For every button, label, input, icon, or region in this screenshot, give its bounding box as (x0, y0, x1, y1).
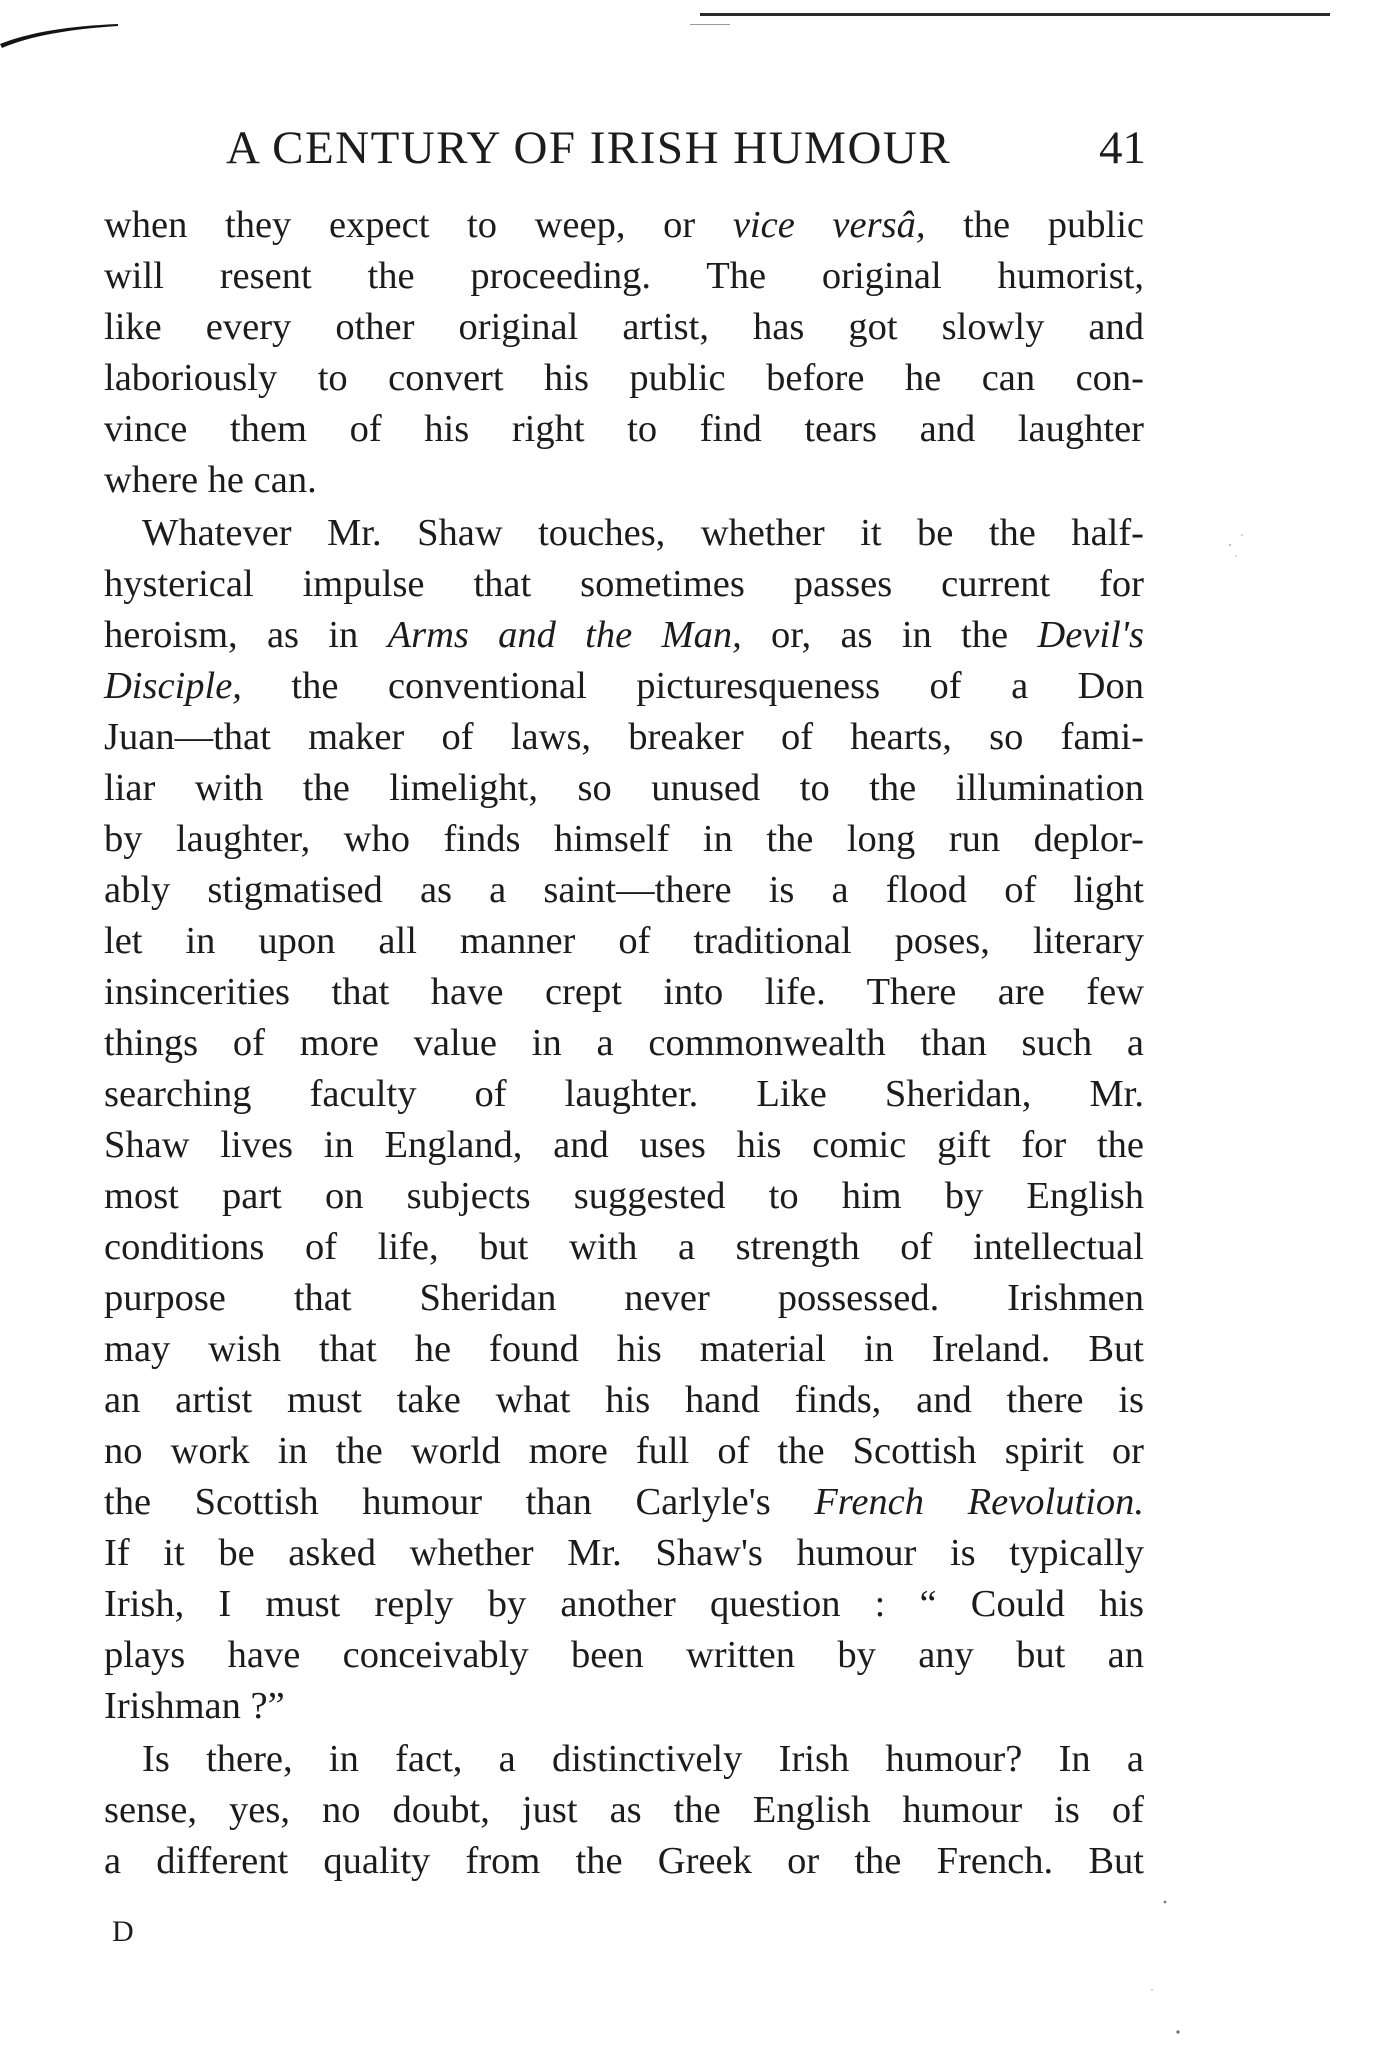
text-run: by laughter, who finds himself in the long run deplor- (104, 818, 1144, 860)
text-line (104, 712, 1144, 763)
text-line (104, 1681, 1144, 1732)
text-line (104, 1477, 1144, 1528)
italic-text-run: vice versâ, (732, 204, 926, 246)
body-text (104, 200, 1144, 1887)
text-run: an artist must take what his hand finds, and there is (104, 1379, 1144, 1421)
page-number: 41 (1099, 122, 1146, 174)
text-line (104, 455, 1144, 506)
page-top-rule (700, 13, 1330, 16)
text-line (104, 1120, 1144, 1171)
text-run: may wish that he found his material in Ireland. But (104, 1328, 1144, 1370)
running-title: A CENTURY OF IRISH HUMOUR (226, 122, 952, 174)
text-line (104, 508, 1144, 559)
text-line (104, 251, 1144, 302)
text-line (104, 404, 1144, 455)
text-line (104, 559, 1144, 610)
text-line (104, 1222, 1144, 1273)
text-line (104, 302, 1144, 353)
text-run: Juan—that maker of laws, breaker of hearts, so fami- (104, 716, 1144, 758)
text-line (104, 814, 1144, 865)
italic-text-run: Disciple, (104, 665, 242, 707)
paragraph-1 (104, 200, 1144, 506)
running-head (226, 118, 1146, 178)
text-run: Shaw lives in England, and uses his comic gift for the (104, 1124, 1144, 1166)
text-run: vince them of his right to find tears and laughter (104, 408, 1144, 450)
text-line (104, 763, 1144, 814)
text-line (104, 1375, 1144, 1426)
text-run: heroism, as in (104, 614, 388, 656)
text-line (104, 1579, 1144, 1630)
text-line (104, 661, 1144, 712)
text-run: where he can. (104, 459, 317, 501)
text-run: insincerities that have crept into life. There are few (104, 971, 1144, 1013)
page-top-rule-faint (690, 24, 730, 25)
text-run: the conventional picturesqueness of a Don (241, 665, 1144, 707)
text-run: If it be asked whether Mr. Shaw's humour is typically (104, 1532, 1144, 1574)
text-line (104, 353, 1144, 404)
paragraph-2 (104, 508, 1144, 1732)
text-run: most part on subjects suggested to him by English (104, 1175, 1144, 1217)
text-run: laboriously to convert his public before he can con- (104, 357, 1144, 399)
paragraph-3 (104, 1734, 1144, 1887)
text-run: the public (925, 204, 1144, 246)
corner-ink-mark (0, 22, 120, 48)
text-line (104, 967, 1144, 1018)
text-line (104, 1426, 1144, 1477)
text-run: Is there, in fact, a distinctively Irish humour? In a (142, 1738, 1144, 1780)
text-run: like every other original artist, has got slowly and (104, 306, 1144, 348)
italic-text-run: Devil's (1037, 614, 1144, 656)
text-run: purpose that Sheridan never possessed. Irishmen (104, 1277, 1144, 1319)
text-line (104, 1785, 1144, 1836)
text-line (104, 1171, 1144, 1222)
text-line (104, 865, 1144, 916)
text-run: plays have conceivably been written by any but an (104, 1634, 1144, 1676)
text-run: sense, yes, no doubt, just as the English humour is of (104, 1789, 1144, 1831)
text-line (104, 1018, 1144, 1069)
text-run: conditions of life, but with a strength of intellectual (104, 1226, 1144, 1268)
text-line (104, 1528, 1144, 1579)
signature-mark: D (112, 1915, 134, 1948)
italic-text-run: Arms and the Man, (387, 614, 742, 656)
text-line (104, 200, 1144, 251)
text-run: things of more value in a commonwealth than such a (104, 1022, 1144, 1064)
text-run: ably stigmatised as a saint—there is a flood of light (104, 869, 1144, 911)
text-run: hysterical impulse that sometimes passes current for (104, 563, 1144, 605)
text-run: the Scottish humour than Carlyle's (104, 1481, 815, 1523)
text-run: a different quality from the Greek or the French. But (104, 1840, 1144, 1882)
text-line (104, 1630, 1144, 1681)
text-run: searching faculty of laughter. Like Sheridan, Mr. (104, 1073, 1144, 1115)
text-line (104, 1836, 1144, 1887)
text-line (104, 916, 1144, 967)
text-line (104, 1734, 1144, 1785)
text-run: no work in the world more full of the Scottish spirit or (104, 1430, 1144, 1472)
text-run: liar with the limelight, so unused to the illumination (104, 767, 1144, 809)
text-run: or, as in the (741, 614, 1038, 656)
text-line (104, 610, 1144, 661)
text-run: let in upon all manner of traditional poses, literary (104, 920, 1144, 962)
text-run: when they expect to weep, or (104, 204, 733, 246)
text-run: Irishman ?” (104, 1685, 285, 1727)
text-line (104, 1069, 1144, 1120)
italic-text-run: French Revolution. (814, 1481, 1144, 1523)
text-line (104, 1273, 1144, 1324)
text-run: will resent the proceeding. The original humorist, (104, 255, 1144, 297)
text-run: Whatever Mr. Shaw touches, whether it be the half- (142, 512, 1144, 554)
text-run: Irish, I must reply by another question : “ Could his (104, 1583, 1144, 1625)
text-line (104, 1324, 1144, 1375)
